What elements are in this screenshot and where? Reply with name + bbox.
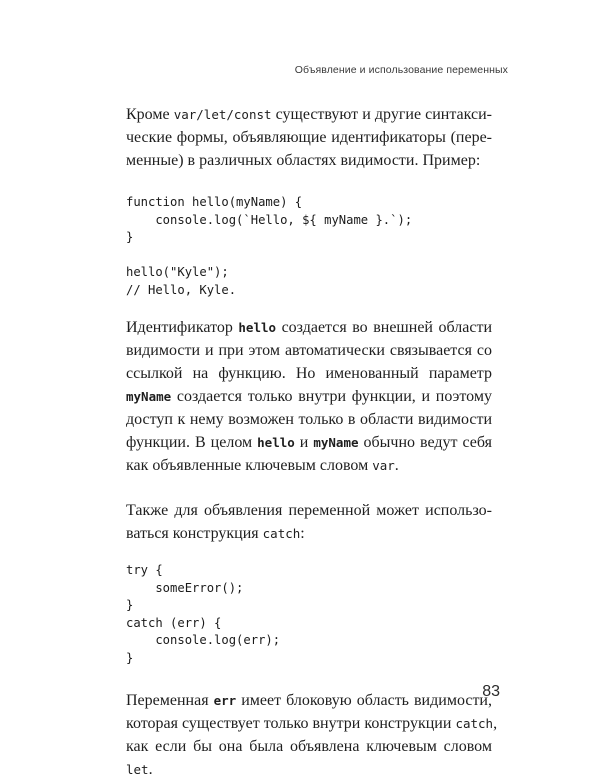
inline-code: catch bbox=[455, 716, 494, 731]
code-line: try { bbox=[126, 563, 163, 577]
inline-code: let bbox=[126, 762, 149, 777]
paragraph-line: myName создается только внутри функции, и поэтому bbox=[126, 388, 492, 405]
inline-code: catch bbox=[262, 526, 301, 541]
paragraph-line: как объявленные ключевым словом var. bbox=[126, 457, 399, 474]
paragraph-2 bbox=[126, 316, 492, 477]
paragraph-line: let. bbox=[126, 761, 153, 778]
paragraph-line: менные) в различных областях видимости. Пример: bbox=[126, 152, 481, 169]
running-header: Объявление и использование переменных bbox=[294, 64, 508, 76]
code-block-1 bbox=[126, 194, 492, 299]
paragraph-line: как если бы она была объявлена ключевым словом bbox=[126, 738, 492, 755]
code-block-2 bbox=[126, 562, 492, 667]
code-line: hello("Kyle"); bbox=[126, 265, 229, 279]
paragraph-line: которая существует только внутри конструкции catch, bbox=[126, 715, 498, 732]
paragraph-line: Идентификатор hello создается во внешней области bbox=[126, 319, 493, 336]
paragraph-line: ссылкой на функцию. Но именованный параметр bbox=[126, 365, 492, 382]
code-line bbox=[126, 247, 492, 265]
paragraph-1 bbox=[126, 103, 492, 172]
inline-code: myName bbox=[313, 435, 359, 450]
inline-code: hello bbox=[238, 320, 277, 335]
paragraph-line: функции. В целом hello и myName обычно ведут себя bbox=[126, 434, 493, 451]
paragraph-line: Переменная err имеет блоковую область видимости, bbox=[126, 692, 492, 709]
code-line: } bbox=[126, 650, 134, 665]
page-content bbox=[126, 103, 498, 781]
code-line: function hello(myName) { bbox=[126, 195, 303, 209]
paragraph-line: Кроме var/let/const существуют и другие синтакси- bbox=[126, 106, 493, 123]
code-line: console.log(`Hello, ${ myName }.`); bbox=[126, 212, 413, 227]
inline-code: myName bbox=[126, 389, 172, 404]
code-line: console.log(err); bbox=[126, 633, 281, 647]
code-line: // Hello, Kyle. bbox=[126, 282, 237, 297]
paragraph-line: ваться конструкция catch: bbox=[126, 525, 305, 542]
paragraph-3 bbox=[126, 499, 492, 545]
code-line: someError(); bbox=[126, 580, 244, 595]
code-line: catch (err) { bbox=[126, 615, 222, 630]
inline-code: hello bbox=[257, 435, 295, 450]
code-line: } bbox=[126, 598, 134, 612]
inline-code: var/let/const bbox=[173, 107, 272, 122]
paragraph-line: ческие формы, объявляющие идентификаторы (пере- bbox=[126, 129, 492, 146]
paragraph-line: Также для объявления переменной может использо- bbox=[126, 502, 492, 519]
page-number: 83 bbox=[482, 683, 500, 700]
code-line: } bbox=[126, 230, 134, 244]
inline-code: err bbox=[213, 693, 237, 708]
paragraph-line: видимости и при этом автоматически связывается со bbox=[126, 342, 492, 359]
inline-code: var bbox=[372, 458, 395, 473]
paragraph-line: доступ к нему возможен только в области видимости bbox=[126, 411, 492, 428]
